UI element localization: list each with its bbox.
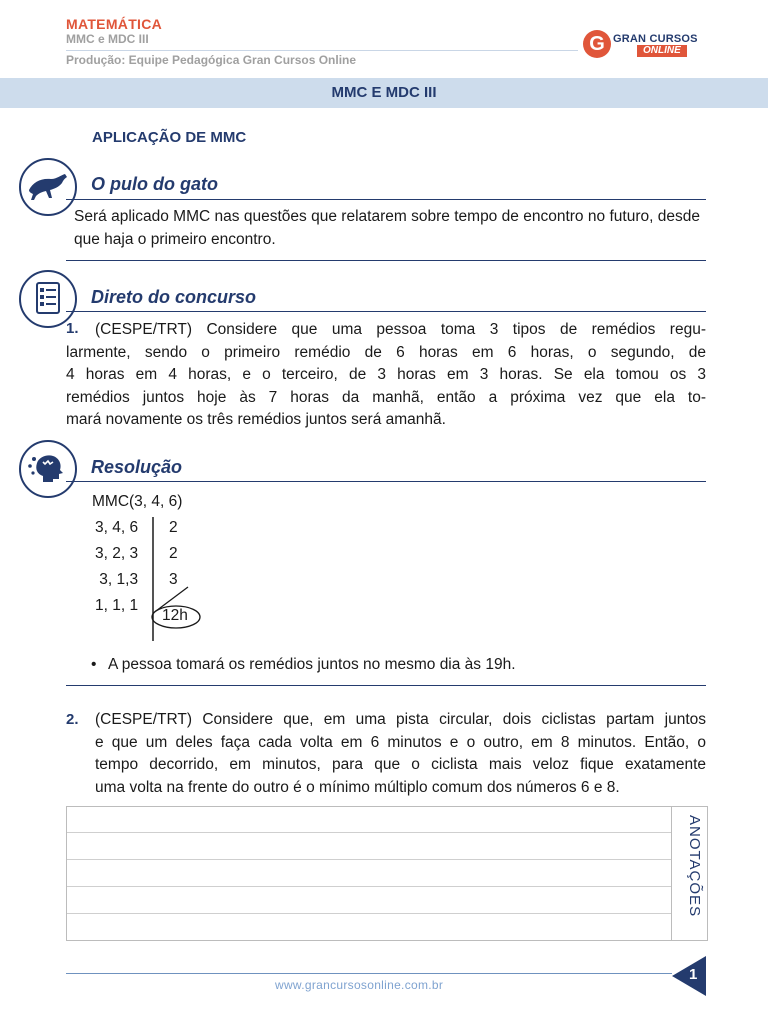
page-number-badge [672,956,706,996]
factor-row-left: 3, 4, 6 [95,519,139,536]
tip-title: O pulo do gato [91,174,218,194]
mmc-label: MMC(3, 4, 6) [92,493,183,510]
question-2-text [95,709,706,799]
question-2-line: e que um deles faça cada volta em 6 minutos e o outro, em 8 minutos. Então, o [95,733,706,751]
factorization-lines [148,515,208,645]
notes-box [66,806,708,941]
factor-row-left: 3, 1,3 [95,571,139,588]
factor-row-right: 2 [169,545,178,562]
page-title: MMC E MDC III [331,84,437,101]
exam-section-rule [66,311,706,312]
subject-label: MATEMÁTICA [66,16,163,32]
factor-row-right: 2 [169,519,178,536]
footer-rule [66,973,672,974]
question-1-text [66,319,706,432]
notes-side-divider [671,807,672,940]
question-1-line: mará novamente os três remédios juntos será amanhã. [66,411,446,428]
topic-label: MMC e MDC III [66,32,149,46]
exam-section-title: Direto do concurso [91,287,257,307]
page-number: 1 [689,966,698,983]
brain-icon [19,440,77,498]
header-divider [66,50,578,51]
cat-icon [19,158,77,216]
tip-text: Será aplicado MMC nas questões que relatarem sobre tempo de encontro no futuro, desde que haja o primeiro encontro. [74,208,700,248]
logo-g-mark: G [583,30,611,58]
notes-line [67,859,671,860]
question-1-line: remédios juntos hoje às 7 horas da manhã, então a próxima vez que ela to- [66,388,706,406]
notes-line [67,886,671,887]
question-1-line: (CESPE/TRT) Considere que uma pessoa toma 3 tipos de remédios regu- [95,321,706,338]
result-circled: 12h [162,607,188,624]
question-2-number: 2. [66,711,79,728]
question-1-line: larmente, sendo o primeiro remédio de 6 horas em 6 horas, o segundo, de [66,343,706,361]
logo-text-online: ONLINE [637,45,687,57]
logo-text-main: GRAN CURSOS [613,33,698,45]
section-heading: APLICAÇÃO DE MMC [92,129,247,146]
notes-label: ANOTAÇÕES [686,815,703,918]
factor-row-right: 3 [169,571,178,588]
gran-cursos-logo [583,30,708,60]
resolution-title: Resolução [91,457,183,477]
question-2-line: (CESPE/TRT) Considere que, em uma pista circular, dois ciclistas partam juntos [95,711,706,728]
bullet-icon: • [91,656,97,673]
production-credit: Produção: Equipe Pedagógica Gran Cursos Online [66,53,357,67]
notes-line [67,832,671,833]
factor-row-left: 1, 1, 1 [95,597,139,614]
question-1-number: 1. [66,320,79,337]
tip-bottom-rule [66,260,706,261]
question-2-line: uma volta na frente do outro é o mínimo múltiplo comum dos números 6 e 8. [95,778,620,796]
tip-title-rule [66,199,706,200]
notes-line [67,913,671,914]
question-2-line: tempo decorrido, em minutos, para que o ciclista mais veloz fique exatamente [95,756,706,773]
resolution-bottom-rule [66,685,706,686]
footer-url[interactable]: www.grancursosonline.com.br [275,978,444,992]
resolution-rule [66,481,706,482]
question-1-line: 4 horas em 4 horas, e o terceiro, de 3 horas em 3 horas. Se ela tomou os 3 [66,366,706,383]
resolution-conclusion: A pessoa tomará os remédios juntos no mesmo dia às 19h. [108,656,516,673]
factor-row-left: 3, 2, 3 [95,545,139,562]
